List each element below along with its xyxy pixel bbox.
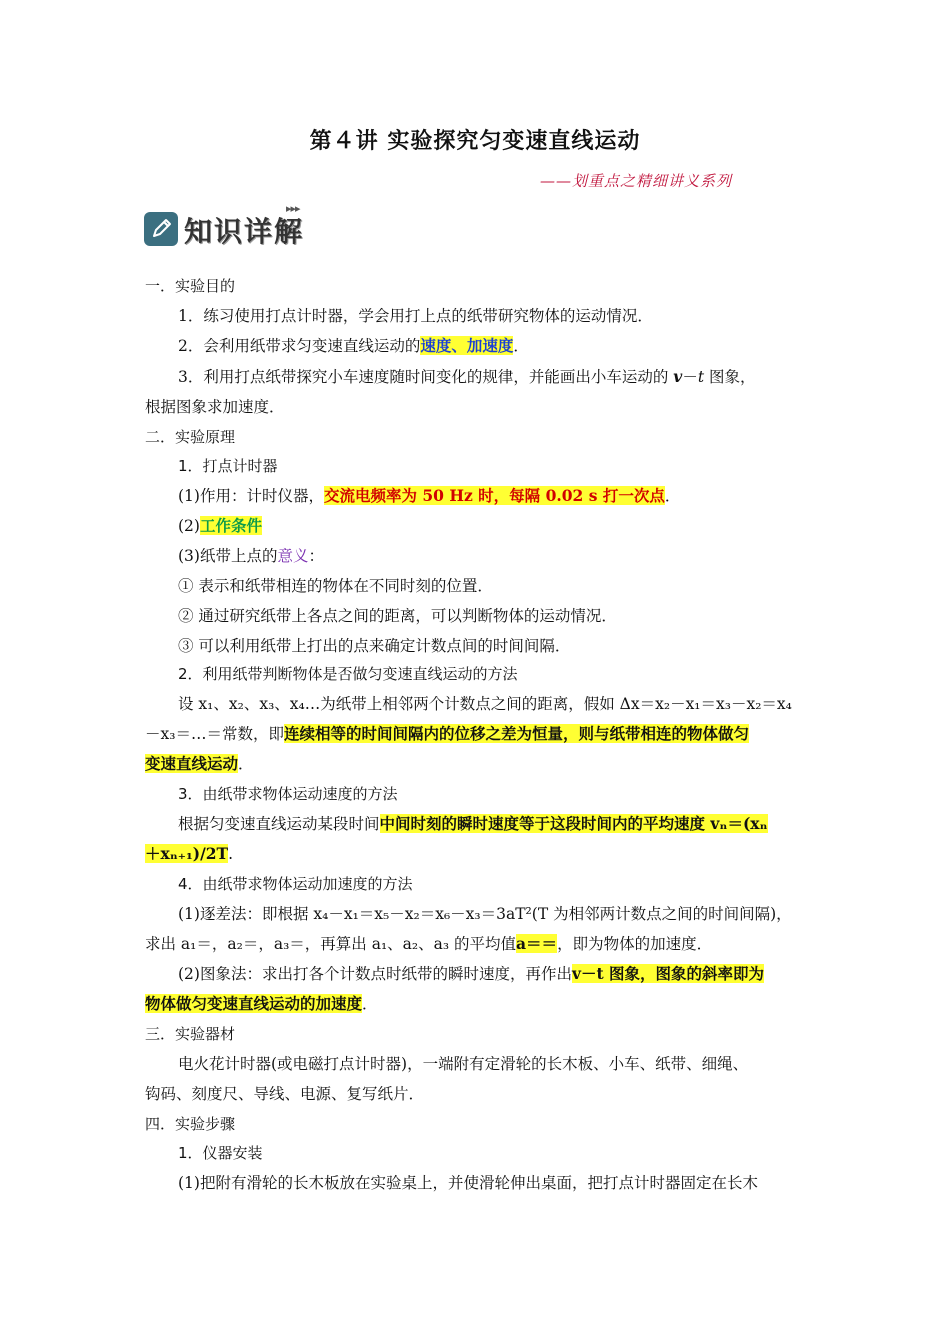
sub-accel-method: 4．由纸带求物体运动加速度的方法 <box>178 875 413 893</box>
pencil-icon <box>144 212 178 246</box>
heading-steps: 四．实验步骤 <box>145 1115 236 1133</box>
highlight-accel-avg: a＝＝ <box>516 934 558 953</box>
judge-line-1: 设 x₁、x₂、x₃、x₄…为纸带上相邻两个计数点之间的距离，假如 Δx＝x₂－x₁＝x₃－x₂＝x₄ <box>178 695 792 713</box>
timer-function: (1)作用：计时仪器，交流电频率为 50 Hz 时，每隔 0.02 s 打一次点． <box>178 486 681 505</box>
velocity-line-1: 根据匀变速直线运动某段时间中间时刻的瞬时速度等于这段时间内的平均速度 vₙ＝(xₙ <box>178 814 768 833</box>
heading-principle: 二．实验原理 <box>145 428 236 446</box>
objective-3-cont: 根据图象求加速度． <box>145 398 285 416</box>
heading-equipment: 三．实验器材 <box>145 1025 236 1043</box>
triple-arrow-icon: ▸▸▸ <box>286 202 300 215</box>
highlight-graph: v－t 图象，图象的斜率即为 <box>571 964 765 983</box>
page-subtitle: ——划重点之精细讲义系列 <box>540 172 733 190</box>
highlight-speed-accel: 速度、加速度 <box>420 336 514 355</box>
sub-installation: 1．仪器安装 <box>178 1144 263 1162</box>
graph-line-2: 物体做匀变速直线运动的加速度． <box>145 994 378 1013</box>
highlight-judge: 连续相等的时间间隔内的位移之差为恒量，则与纸带相连的物体做匀 <box>283 724 749 743</box>
objective-1: 1．练习使用打点计时器，学会用打上点的纸带研究物体的运动情况． <box>178 307 653 325</box>
equipment-line-1: 电火花计时器(或电磁打点计时器)，一端附有定滑轮的长木板、小车、纸带、细绳、 <box>178 1055 749 1073</box>
objective-3: 3．利用打点纸带探究小车速度随时间变化的规律，并能画出小车运动的 v－t 图象， <box>178 367 756 386</box>
objective-2: 2．会利用纸带求匀变速直线运动的速度、加速度． <box>178 336 529 355</box>
graph-line-1: (2)图象法：求出打各个计数点时纸带的瞬时速度，再作出v－t 图象，图象的斜率即为 <box>178 964 765 983</box>
timer-conditions: (2)工作条件 <box>178 516 262 535</box>
meaning-1: ① 表示和纸带相连的物体在不同时刻的位置． <box>178 577 493 595</box>
section-badge <box>144 204 324 252</box>
installation-line-1: (1)把附有滑轮的长木板放在实验桌上，并使滑轮伸出桌面，把打点计时器固定在长木 <box>178 1174 758 1192</box>
badge-label: 知识详解 <box>184 215 305 248</box>
highlight-conditions: 工作条件 <box>199 516 262 535</box>
sub-timer: 1．打点计时器 <box>178 457 278 475</box>
highlight-velocity: 中间时刻的瞬时速度等于这段时间内的平均速度 vₙ＝(xₙ <box>379 814 768 833</box>
accel-line-1: (1)逐差法：即根据 x₄－x₁＝x₅－x₂＝x₆－x₃＝3aT²(T 为相邻两计数点之间的时间间隔)， <box>178 905 792 923</box>
accel-line-2: 求出 a₁＝，a₂＝，a₃＝，再算出 a₁、a₂、a₃ 的平均值a＝＝，即为物体的加速度． <box>145 934 713 953</box>
equipment-line-2: 钩码、刻度尺、导线、电源、复写纸片． <box>145 1085 425 1103</box>
judge-line-3: 变速直线运动． <box>145 754 254 773</box>
heading-objective: 一．实验目的 <box>145 277 236 295</box>
velocity-line-2: ＋xₙ₊₁)/2T. <box>145 844 234 863</box>
meaning-2: ② 通过研究纸带上各点之间的距离，可以判断物体的运动情况． <box>178 607 617 625</box>
meaning-3: ③ 可以利用纸带上打出的点来确定计数点间的时间间隔． <box>178 637 571 655</box>
judge-line-2: －x₃＝…＝常数，即连续相等的时间间隔内的位移之差为恒量，则与纸带相连的物体做匀 <box>145 724 749 743</box>
sub-judge-method: 2．利用纸带判断物体是否做匀变速直线运动的方法 <box>178 665 518 683</box>
page-title: 第４讲 实验探究匀变速直线运动 <box>309 129 641 154</box>
sub-velocity-method: 3．由纸带求物体运动速度的方法 <box>178 785 398 803</box>
highlight-frequency: 交流电频率为 50 Hz 时，每隔 0.02 s 打一次点 <box>323 486 665 505</box>
timer-meaning: (3)纸带上点的意义： <box>178 547 324 565</box>
